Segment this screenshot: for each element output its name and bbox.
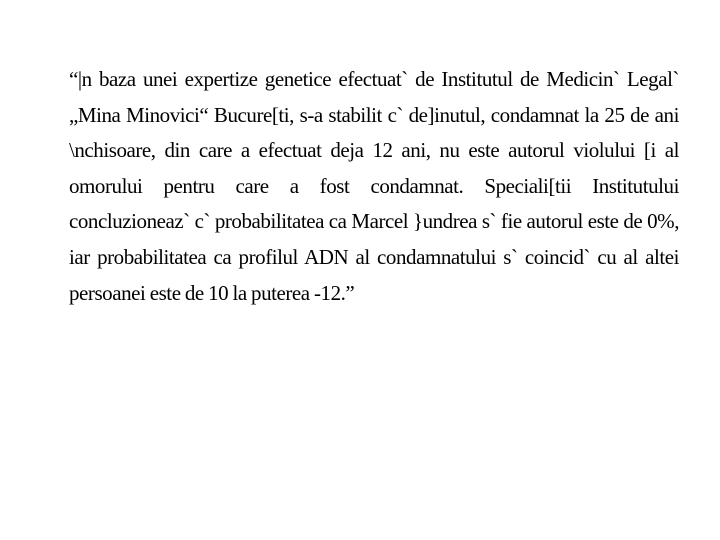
quote-paragraph: “|n baza unei expertize genetice efectuat` de Institutul de Medicin` Legal` „Mina Minovici“ Bucure[ti, s-a stabilit c` de]inutul, condamnat la 25 de ani \nchisoare, din care a efectuat deja 12 ani, nu este autorul violului [i al omorului pentru care a fost condamnat. Speciali[tii Institutului concluzioneaz` c` probabilitatea ca Marcel }undrea s` fie autorul este de 0%, iar probabilitatea ca profilul ADN al condamnatului s` coincid` cu al altei persoanei este de 10 la puterea -12.”: [69, 67, 679, 305]
